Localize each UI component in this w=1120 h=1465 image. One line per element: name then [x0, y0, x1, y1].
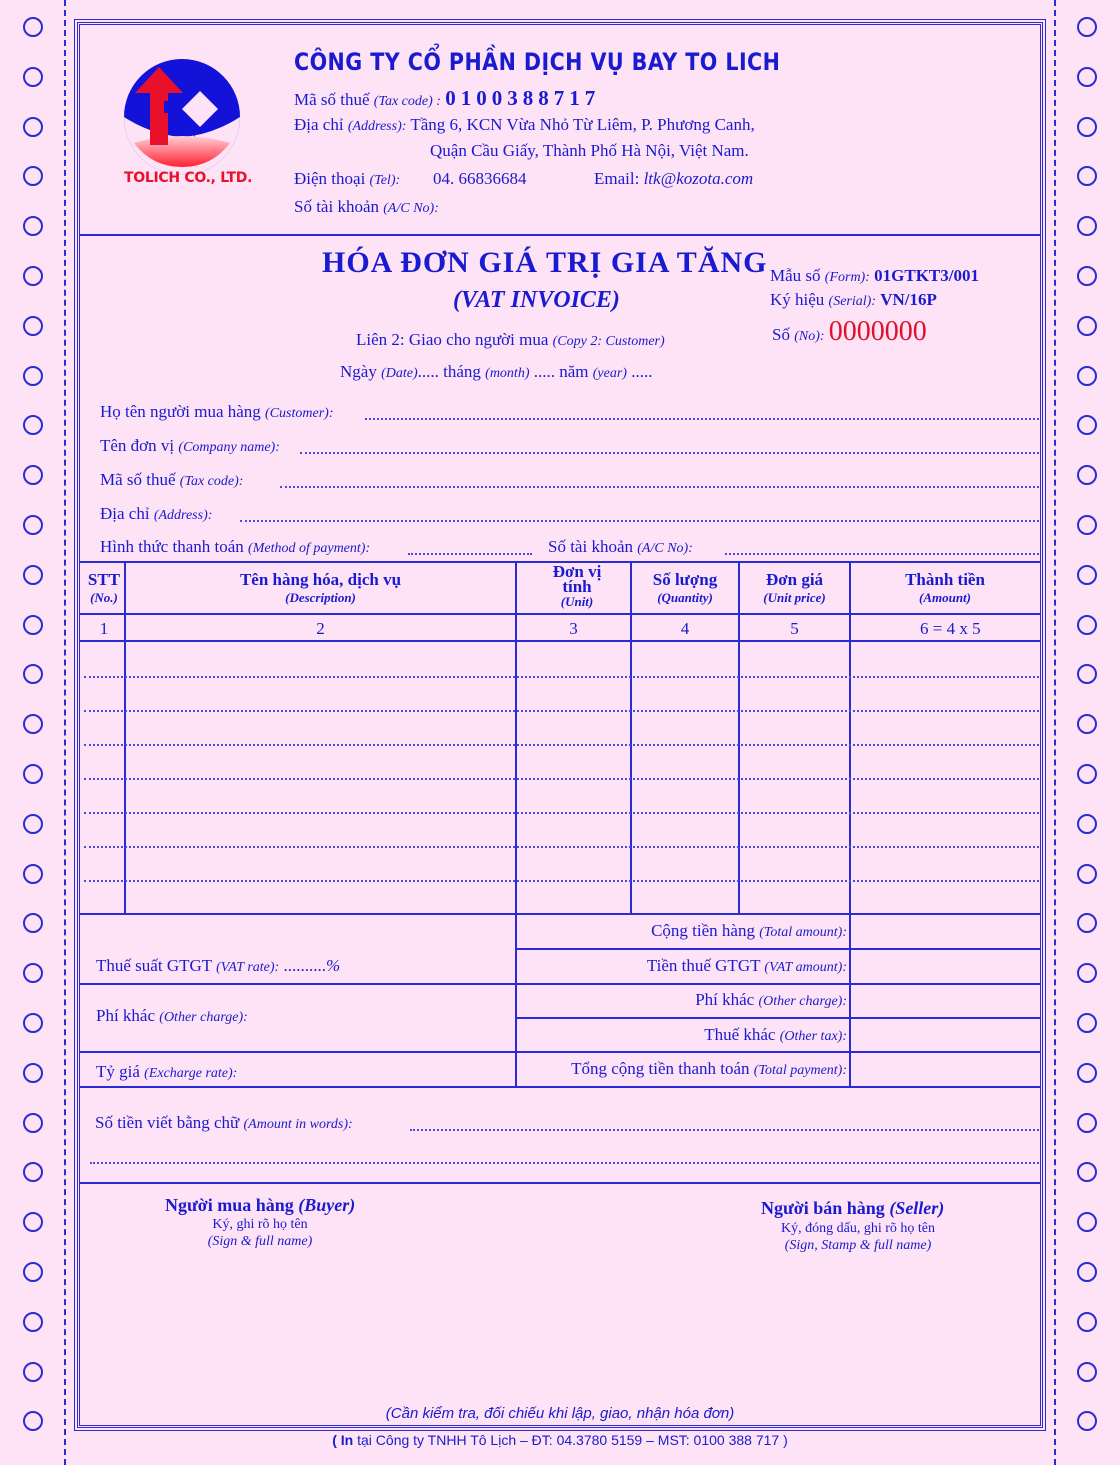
header-description: Tên hàng hóa, dịch vụ (Description) [239, 570, 402, 605]
feed-hole [1077, 316, 1097, 336]
totals-rule-2 [80, 983, 1041, 985]
date-line[interactable]: Ngày (Date)..... tháng (month) ..... năm (year) ..... [340, 362, 653, 381]
header-quantity: Số lượng (Quantity) [652, 570, 718, 605]
buyer-tax-code-field[interactable] [280, 486, 1039, 488]
feed-hole [1077, 117, 1097, 137]
feed-hole [23, 1063, 43, 1083]
totals-rule-1 [515, 948, 1041, 950]
vat-amount-label: Tiền thuế GTGT (VAT amount): [646, 956, 847, 975]
feed-hole [23, 1113, 43, 1133]
feed-hole [1077, 17, 1097, 37]
phone-line [294, 169, 400, 189]
feed-hole [23, 166, 43, 186]
col-divider-1 [124, 562, 126, 914]
seller-sign-hint: Ký, đóng dấu, ghi rõ họ tên [781, 1221, 935, 1236]
other-charge-label-left: Phí khác (Other charge): [96, 1006, 248, 1025]
footer-note: (Cần kiểm tra, đối chiếu khi lập, giao, nhận hóa đơn) [385, 1405, 735, 1422]
totals-rule-5 [80, 1086, 1041, 1088]
seller-sign-hint-en: (Sign, Stamp & full name) [784, 1238, 932, 1253]
seller-title: Người bán hàng (Seller) [761, 1198, 945, 1218]
copy-label-en: (Copy 2: Customer) [552, 334, 665, 349]
col-divider-4 [738, 562, 740, 914]
vat-rate-label[interactable]: Thuế suất GTGT (VAT rate): ..........% [96, 956, 341, 975]
address-line [294, 115, 755, 135]
buyer-sign-hint-en: (Sign & full name) [207, 1234, 313, 1249]
table-row[interactable] [84, 812, 1039, 814]
right-feed-strip [1054, 0, 1120, 1465]
copy-line [356, 330, 665, 350]
left-feed-strip [0, 0, 66, 1465]
company-name-label: Tên đơn vị (Company name): [100, 436, 280, 455]
buyer-account-field[interactable] [725, 553, 1039, 555]
header-divider [80, 234, 1041, 236]
feed-hole [23, 565, 43, 585]
company-name-field[interactable] [300, 452, 1039, 454]
table-bottom-rule [80, 913, 1041, 915]
feed-hole [23, 465, 43, 485]
invoice-number-line [772, 316, 927, 348]
number-label: Số [772, 325, 790, 344]
grand-total-label: Tổng cộng tiền thanh toán (Total payment): [571, 1059, 847, 1078]
header-unit: Đơn vị tính (Unit) [552, 562, 602, 609]
customer-name-field[interactable] [365, 418, 1039, 420]
table-row[interactable] [84, 880, 1039, 882]
feed-hole [23, 366, 43, 386]
table-row[interactable] [84, 846, 1039, 848]
feed-hole [1077, 664, 1097, 684]
total-amount-label: Cộng tiền hàng (Total amount): [651, 921, 847, 940]
phone-label: Điện thoại [294, 169, 366, 188]
col-number-1: 1 [99, 619, 109, 638]
phone-label-en: (Tel): [369, 173, 401, 188]
feed-hole [1077, 1212, 1097, 1232]
feed-hole [1077, 415, 1097, 435]
serial-label: Ký hiệu [770, 290, 825, 309]
amount-in-words-field[interactable] [410, 1129, 1039, 1131]
printer-line [0, 1432, 1120, 1448]
month-label: tháng [443, 362, 481, 381]
feed-hole [23, 1362, 43, 1382]
tax-code-line [294, 86, 600, 111]
feed-hole [23, 216, 43, 236]
copy-label: Liên 2: Giao cho người mua [356, 330, 549, 349]
feed-hole [23, 664, 43, 684]
col-number-3: 3 [569, 619, 578, 638]
feed-hole [1077, 1162, 1097, 1182]
header-bottom-rule [80, 613, 1041, 615]
payment-method-label: Hình thức thanh toán (Method of payment): [100, 537, 371, 556]
col-number-2: 2 [316, 619, 325, 638]
feed-hole [23, 1312, 43, 1332]
col-number-5: 5 [790, 619, 799, 638]
exchange-rate-label: Tỷ giá (Excharge rate): [96, 1062, 238, 1081]
buyer-title: Người mua hàng (Buyer) [165, 1195, 356, 1215]
date-label: Ngày [340, 362, 377, 381]
header-amount: Thành tiền (Amount) [905, 570, 985, 605]
feed-hole [1077, 515, 1097, 535]
feed-hole [1077, 963, 1097, 983]
amount-in-words-label: Số tiền viết bằng chữ (Amount in words): [95, 1113, 353, 1132]
totals-rule-4 [80, 1051, 1041, 1053]
feed-hole [1077, 465, 1097, 485]
buyer-sign-hint: Ký, ghi rõ họ tên [212, 1217, 308, 1232]
number-label-en: (No): [794, 329, 825, 344]
feed-hole [23, 266, 43, 286]
feed-hole [23, 814, 43, 834]
company-email: ltk@kozota.com [643, 169, 754, 188]
tax-code-label-en: (Tax code) : [373, 94, 441, 109]
feed-hole [23, 316, 43, 336]
buyer-account-label: Số tài khoản (A/C No): [548, 537, 693, 556]
invoice-subtitle: (VAT INVOICE) [453, 287, 620, 313]
header-stt: STT (No.) [87, 570, 121, 605]
serial-value: VN/16P [880, 290, 937, 309]
feed-hole [1077, 913, 1097, 933]
email-line [594, 169, 753, 189]
tax-code-label: Mã số thuế [294, 90, 370, 109]
serial-line [770, 290, 937, 310]
feed-hole [23, 67, 43, 87]
company-address-1: Tầng 6, KCN Vừa Nhỏ Từ Liêm, P. Phương Canh, [410, 115, 755, 134]
payment-method-field[interactable] [408, 553, 532, 555]
feed-hole [1077, 615, 1097, 635]
account-label-en: (A/C No): [383, 201, 439, 216]
col-number-4: 4 [680, 619, 690, 638]
invoice-number: 0000000 [828, 316, 927, 347]
header-unit-price: Đơn giá (Unit price) [763, 570, 826, 605]
serial-label-en: (Serial): [828, 294, 876, 309]
feed-hole [1077, 1013, 1097, 1033]
amount-in-words-field-2[interactable] [90, 1162, 1039, 1164]
company-address-2: Quận Cầu Giấy, Thành Phố Hà Nội, Việt Nam. [430, 141, 749, 160]
feed-hole [23, 615, 43, 635]
col-divider-3 [630, 562, 632, 914]
feed-hole [1077, 1262, 1097, 1282]
feed-hole [1077, 814, 1097, 834]
address-label-en: (Address): [347, 119, 407, 134]
month-label-en: (month) [485, 366, 530, 381]
printer-info: tại Công ty TNHH Tô Lịch – ĐT: 04.3780 5159 – MST: 0100 388 717 ) [357, 1432, 788, 1448]
form-value: 01GTKT3/001 [874, 266, 979, 285]
feed-hole [23, 1013, 43, 1033]
feed-hole [1077, 1113, 1097, 1133]
account-label: Số tài khoản [294, 197, 379, 216]
feed-hole [1077, 366, 1097, 386]
feed-hole [23, 515, 43, 535]
feed-hole [1077, 1362, 1097, 1382]
company-name: CÔNG TY CỔ PHẦN DỊCH VỤ BAY TO LICH [294, 48, 781, 76]
buyer-address-field[interactable] [240, 520, 1039, 522]
feed-hole [1077, 565, 1097, 585]
feed-hole [1077, 714, 1097, 734]
year-label: năm [559, 362, 589, 381]
printer-prefix: ( In [332, 1432, 354, 1448]
buyer-tax-code-label: Mã số thuế (Tax code): [100, 470, 244, 489]
feed-hole [1077, 67, 1097, 87]
feed-hole [1077, 764, 1097, 784]
col-divider-5 [849, 562, 851, 1086]
feed-hole [1077, 864, 1097, 884]
company-phone: 04. 66836684 [433, 169, 527, 188]
account-line [294, 197, 439, 217]
feed-hole [23, 1262, 43, 1282]
feed-hole [1077, 1063, 1097, 1083]
email-label: Email: [594, 169, 640, 188]
feed-hole [23, 913, 43, 933]
invoice-title: HÓA ĐƠN GIÁ TRỊ GIA TĂNG [322, 246, 768, 279]
feed-hole [23, 864, 43, 884]
customer-name-label: Họ tên người mua hàng (Customer): [100, 402, 334, 421]
feed-hole [23, 1162, 43, 1182]
logo-text: TOLICH CO., LTD. [124, 170, 253, 186]
col-number-6: 6 = 4 x 5 [920, 619, 981, 638]
address-label: Địa chỉ [294, 115, 344, 134]
other-tax-label: Thuế khác (Other tax): [704, 1025, 847, 1044]
feed-hole [23, 117, 43, 137]
table-row[interactable] [84, 676, 1039, 678]
form-line [770, 266, 979, 286]
colnum-bottom-rule [80, 640, 1041, 642]
table-row[interactable] [84, 710, 1039, 712]
words-bottom-rule [80, 1182, 1041, 1184]
feed-hole [23, 1212, 43, 1232]
date-label-en: (Date) [381, 366, 418, 381]
feed-hole [1077, 216, 1097, 236]
feed-hole [1077, 166, 1097, 186]
other-charge-label-right: Phí khác (Other charge): [695, 990, 847, 1009]
company-tax-code: 0100388717 [445, 86, 601, 110]
totals-rule-3 [515, 1017, 1041, 1019]
feed-hole [1077, 1312, 1097, 1332]
feed-hole [23, 415, 43, 435]
form-label: Mẫu số [770, 266, 821, 285]
feed-hole [1077, 266, 1097, 286]
form-label-en: (Form): [824, 270, 870, 285]
year-label-en: (year) [592, 366, 627, 381]
feed-hole [23, 714, 43, 734]
table-row[interactable] [84, 778, 1039, 780]
buyer-address-label: Địa chỉ (Address): [100, 504, 213, 523]
table-row[interactable] [84, 744, 1039, 746]
feed-hole [23, 963, 43, 983]
feed-hole [23, 764, 43, 784]
feed-hole [23, 17, 43, 37]
